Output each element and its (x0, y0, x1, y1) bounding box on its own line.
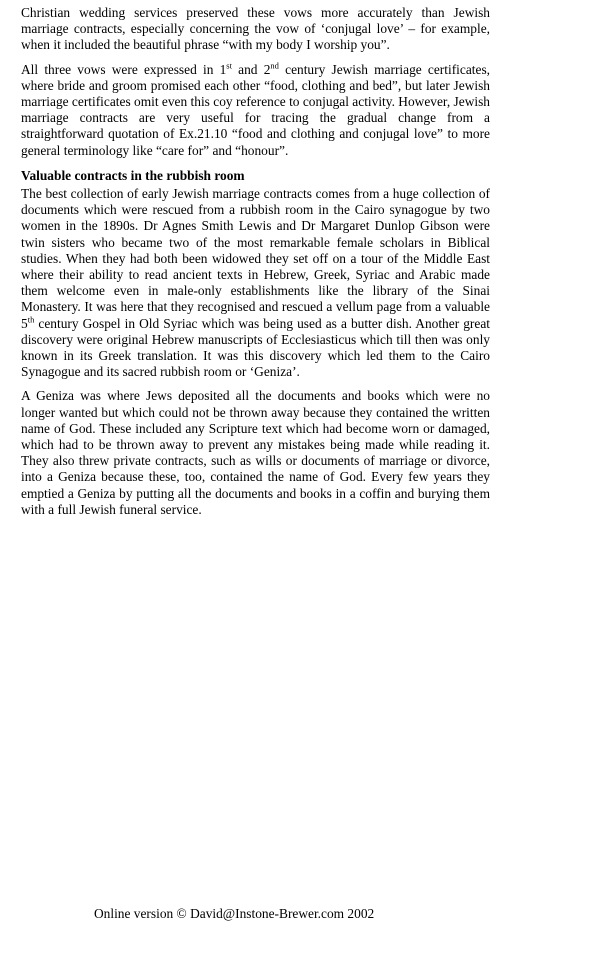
superscript: st (226, 60, 232, 71)
paragraph-christian-vows: Christian wedding services preserved these vows more accurately than Jewish marriage contracts, especially concerning the vow of ‘conjugal love’ – for example, when it included the beautiful phrase “with my body I worship you”. (21, 5, 490, 53)
paragraph-best-collection (21, 186, 490, 380)
superscript: nd (270, 60, 279, 71)
section-heading: Valuable contracts in the rubbish room (21, 167, 245, 183)
text-span: The best collection of early Jewish marriage contracts comes from a huge collection of documents which were rescued from a rubbish room in the Cairo synagogue by two women in the 1890s. Dr Agnes Smith Lewis and Dr Margaret Dunlop Gibson were twin sisters who became two of the most remarkable female scholars in Biblical studies. When they had both been widowed they set off on a tour of the Middle East where their ability to read ancient texts in Hebrew, Greek, Syriac and Arabic made them welcome even in male-only establishments like the library of the Sinai Monastery. It was here that they recognised and rescued a vellum page from a valuable 5 (21, 186, 490, 331)
superscript: th (27, 314, 35, 325)
footer-copyright: Online version © David@Instone-Brewer.com 2002 (94, 906, 375, 921)
text-span: All three vows were expressed in 1 (21, 61, 227, 77)
text-span: century Gospel in Old Syriac which was being used as a butter dish. Another great discovery were original Hebrew manuscripts of Ecclesiasticus which till then was only known in its Greek translation. It was this discovery which led them to the Cairo Synagogue and its sacred rubbish room or ‘Geniza’. (21, 315, 490, 380)
paragraph-geniza: A Geniza was where Jews deposited all the documents and books which were no longer wanted but which could not be thrown away because they contained the written name of God. These included any Scripture text which had become worn or damaged, which had to be thrown away to prevent any mistakes being made while reading it. They also threw private contracts, such as wills or documents of marriage or divorce, into a Geniza because these, too, contained the name of God. Every few years they emptied a Geniza by putting all the documents and books in a coffin and burying them with a full Jewish funeral service. (21, 388, 490, 517)
document-page (21, 5, 490, 526)
text-span: and 2 (231, 61, 271, 77)
text-span: century Jewish marriage certificates, where bride and groom promised each other “food, clothing and bed”, but later Jewish marriage certificates omit even this coy reference to conjugal activity. However, Jewish marriage contracts are very useful for tracing the gradual change from a straightforward quotation of Ex.21.10 “food and clothing and conjugal love” to more general terminology like “care for” and “honour”. (21, 61, 490, 158)
paragraph-three-vows (21, 62, 490, 159)
